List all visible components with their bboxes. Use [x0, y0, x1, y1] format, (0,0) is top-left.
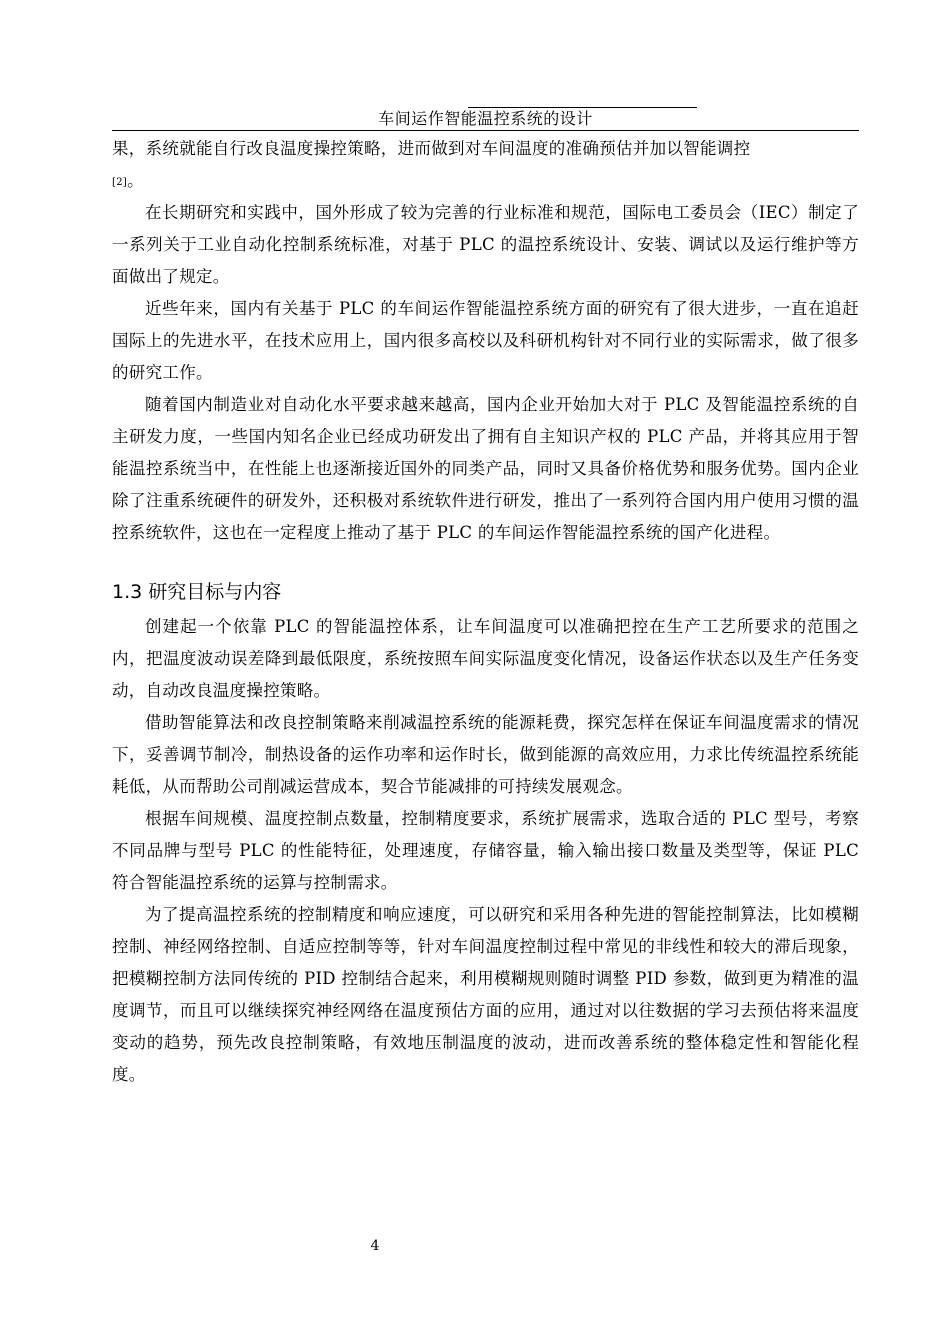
paragraph-international-standards: 在长期研究和实践中，国外形成了较为完善的行业标准和规范，国际电工委员会（IEC）制定了一系列关于工业自动化控制系统标准，对基于 PLC 的温控系统设计、安装、调试以及运行维护等方面做出了规定。 [112, 203, 859, 286]
citation-ref: [2] [112, 177, 128, 188]
paragraph-domestic-progress: 近些年来，国内有关基于 PLC 的车间运作智能温控系统方面的研究有了很大进步，一直在追赶国际上的先进水平，在技术应用上，国内很多高校以及科研机构针对不同行业的实际需求，做了很多的研究工作。 [112, 299, 859, 382]
paragraph-goal-precision: 创建起一个依靠 PLC 的智能温控体系，让车间温度可以准确把控在生产工艺所要求的范围之内，把温度波动误差降到最低限度，系统按照车间实际温度变化情况，设备运作状态以及生产任务变动，自动改良温度操控策略。 [112, 617, 859, 700]
page-number: 4 [370, 1238, 380, 1254]
body-text [112, 133, 859, 1091]
paragraph-continued-text: 果，系统就能自行改良温度操控策略，进而做到对车间温度的准确预估并加以智能调控 [112, 139, 751, 158]
section-heading: 1.3 研究目标与内容 [112, 581, 282, 603]
paragraph-goal-plc-selection: 根据车间规模、温度控制点数量，控制精度要求，系统扩展需求，选取合适的 PLC 型号，考察不同品牌与型号 PLC 的性能特征，处理速度，存储容量，输入输出接口数量及类型等，保证 PLC 符合智能温控系统的运算与控制需求。 [112, 809, 859, 892]
header-bottom-rule [112, 130, 859, 131]
paragraph-goal-energy: 借助智能算法和改良控制策略来削减温控系统的能源耗费，探究怎样在保证车间温度需求的情况下，妥善调节制冷，制热设备的运作功率和运作时长，做到能源的高效应用，力求比传统温控系统能耗低，从而帮助公司削减运营成本，契合节能减排的可持续发展观念。 [112, 713, 859, 796]
paragraph-domestic-enterprises: 随着国内制造业对自动化水平要求越来越高，国内企业开始加大对于 PLC 及智能温控系统的自主研发力度，一些国内知名企业已经成功研发出了拥有自主知识产权的 PLC 产品，并将其应用于智能温控系统当中，在性能上也逐渐接近国外的同类产品，同时又具备价格优势和服务优势。国内企业除了注重系统硬件的研发外，还积极对系统软件进行研发，推出了一系列符合国内用户使用习惯的温控系统软件，这也在一定程度上推动了基于 PLC 的车间运作智能温控系统的国产化进程。 [112, 395, 859, 542]
paragraph-continued [112, 133, 859, 197]
paragraph-continued-end: 。 [127, 171, 144, 190]
running-header-title: 车间运作智能温控系统的设计 [378, 109, 593, 128]
paragraph-goal-algorithms: 为了提高温控系统的控制精度和响应速度，可以研究和采用各种先进的智能控制算法，比如模糊控制、神经网络控制、自适应控制等等，针对车间温度控制过程中常见的非线性和较大的滞后现象，把模糊控制方法同传统的 PID 控制结合起来，利用模糊规则随时调整 PID 参数，做到更为精准的温度调节，而且可以继续探究神经网络在温度预估方面的应用，通过对以往数据的学习去预估将来温度变动的趋势，预先改良控制策略，有效地压制温度的波动，进而改善系统的整体稳定性和智能化程度。 [112, 905, 859, 1084]
